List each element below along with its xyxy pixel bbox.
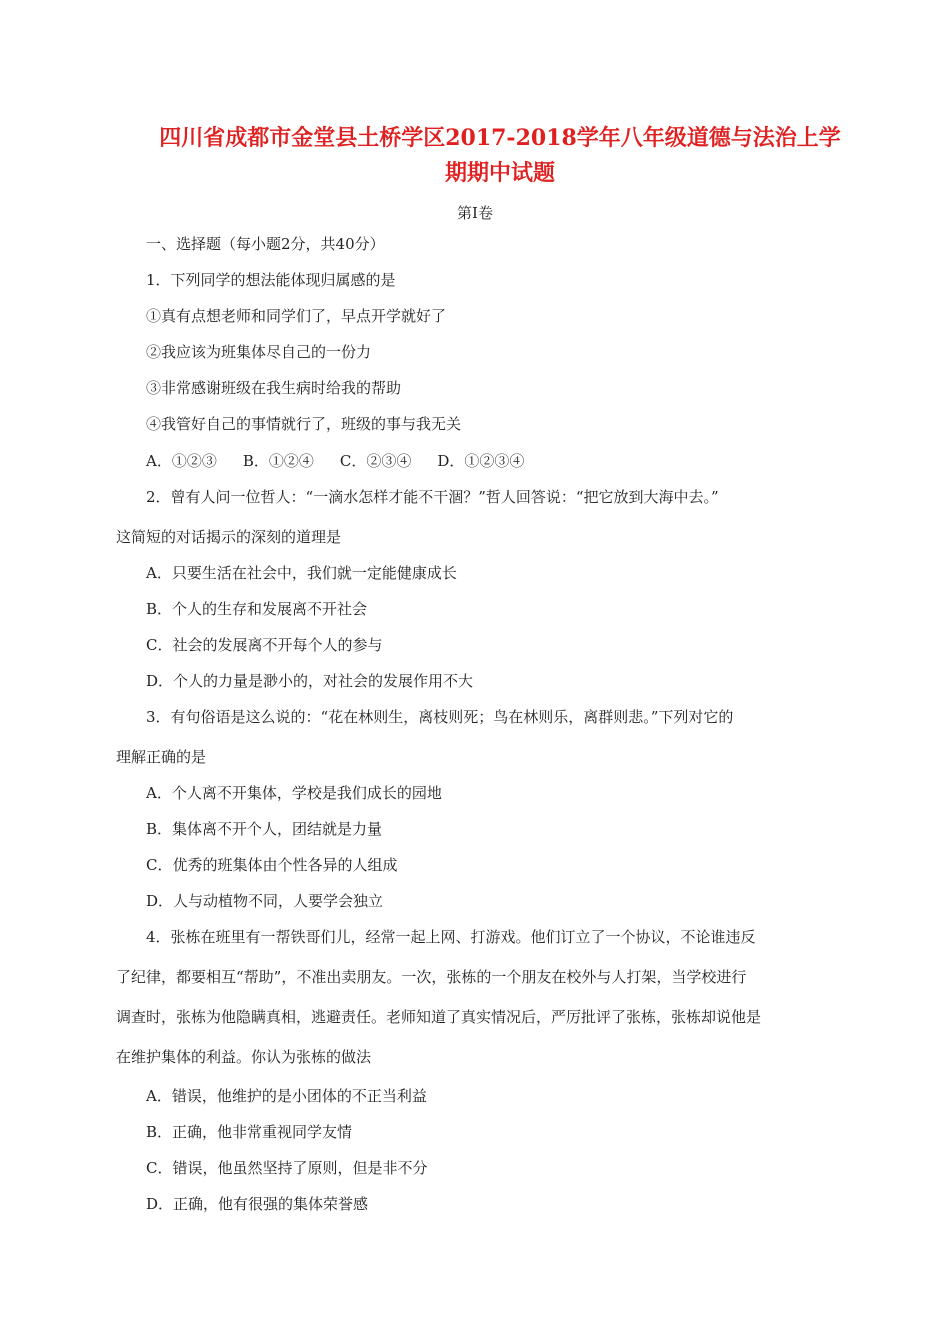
question-stem-cont: 这简短的对话揭示的深刻的道理是 xyxy=(116,528,342,546)
option-b: B．集体离不开个人，团结就是力量 xyxy=(146,820,383,838)
question-stem-cont: 调查时，张栋为他隐瞒真相，逃避责任。老师知道了真实情况后，严厉批评了张栋，张栋却说他是 xyxy=(116,1008,762,1026)
option-c: C．②③④ xyxy=(339,452,412,470)
option-d: D．个人的力量是渺小的，对社会的发展作用不大 xyxy=(146,672,474,690)
option-b: B．①②④ xyxy=(242,452,314,470)
question-stem-cont: 了纪律，都要相互“帮助”，不准出卖朋友。一次，张栋的一个朋友在校外与人打架，当学校进行 xyxy=(116,968,747,986)
option-a: A．错误，他维护的是小团体的不正当利益 xyxy=(146,1087,427,1105)
question-stem-cont: 理解正确的是 xyxy=(116,748,207,766)
question-stem: 2．曾有人问一位哲人：“一滴水怎样才能不干涸？”哲人回答说：“把它放到大海中去。” xyxy=(146,488,719,506)
volume-label: 第Ⅰ卷 xyxy=(457,204,493,222)
question-stem: 3．有句俗语是这么说的：“花在林则生，离枝则死；鸟在林则乐，离群则悲。”下列对它的 xyxy=(146,708,734,726)
option-d: D．①②③④ xyxy=(437,452,525,470)
option-c: C．错误，他虽然坚持了原则，但是非不分 xyxy=(146,1159,428,1177)
title-line-2: 期期中试题 xyxy=(444,160,555,186)
option-d: D．人与动植物不同，人要学会独立 xyxy=(146,892,384,910)
option-row xyxy=(146,451,524,471)
statement: ④我管好自己的事情就行了，班级的事与我无关 xyxy=(146,415,462,433)
statement: ①真有点想老师和同学们了，早点开学就好了 xyxy=(146,307,447,325)
option-b: B．正确，他非常重视同学友情 xyxy=(146,1123,353,1141)
option-a: A．个人离不开集体，学校是我们成长的园地 xyxy=(146,784,442,802)
statement: ②我应该为班集体尽自己的一份力 xyxy=(146,343,372,361)
question-stem: 1．下列同学的想法能体现归属感的是 xyxy=(146,271,396,289)
option-a: A．①②③ xyxy=(146,452,217,470)
option-c: C．优秀的班集体由个性各异的人组成 xyxy=(146,856,398,874)
title-line-1: 四川省成都市金堂县土桥学区2017-2018学年八年级道德与法治上学 xyxy=(159,125,841,151)
question-stem: 4．张栋在班里有一帮铁哥们儿，经常一起上网、打游戏。他们订立了一个协议，不论谁违反 xyxy=(146,928,756,946)
statement: ③非常感谢班级在我生病时给我的帮助 xyxy=(146,379,402,397)
option-d: D．正确，他有很强的集体荣誉感 xyxy=(146,1195,369,1213)
option-c: C．社会的发展离不开每个人的参与 xyxy=(146,636,383,654)
question-stem-cont: 在维护集体的利益。你认为张栋的做法 xyxy=(116,1048,372,1066)
section-heading: 一、选择题（每小题2分，共40分） xyxy=(146,235,385,253)
option-a: A．只要生活在社会中，我们就一定能健康成长 xyxy=(146,564,457,582)
option-b: B．个人的生存和发展离不开社会 xyxy=(146,600,368,618)
